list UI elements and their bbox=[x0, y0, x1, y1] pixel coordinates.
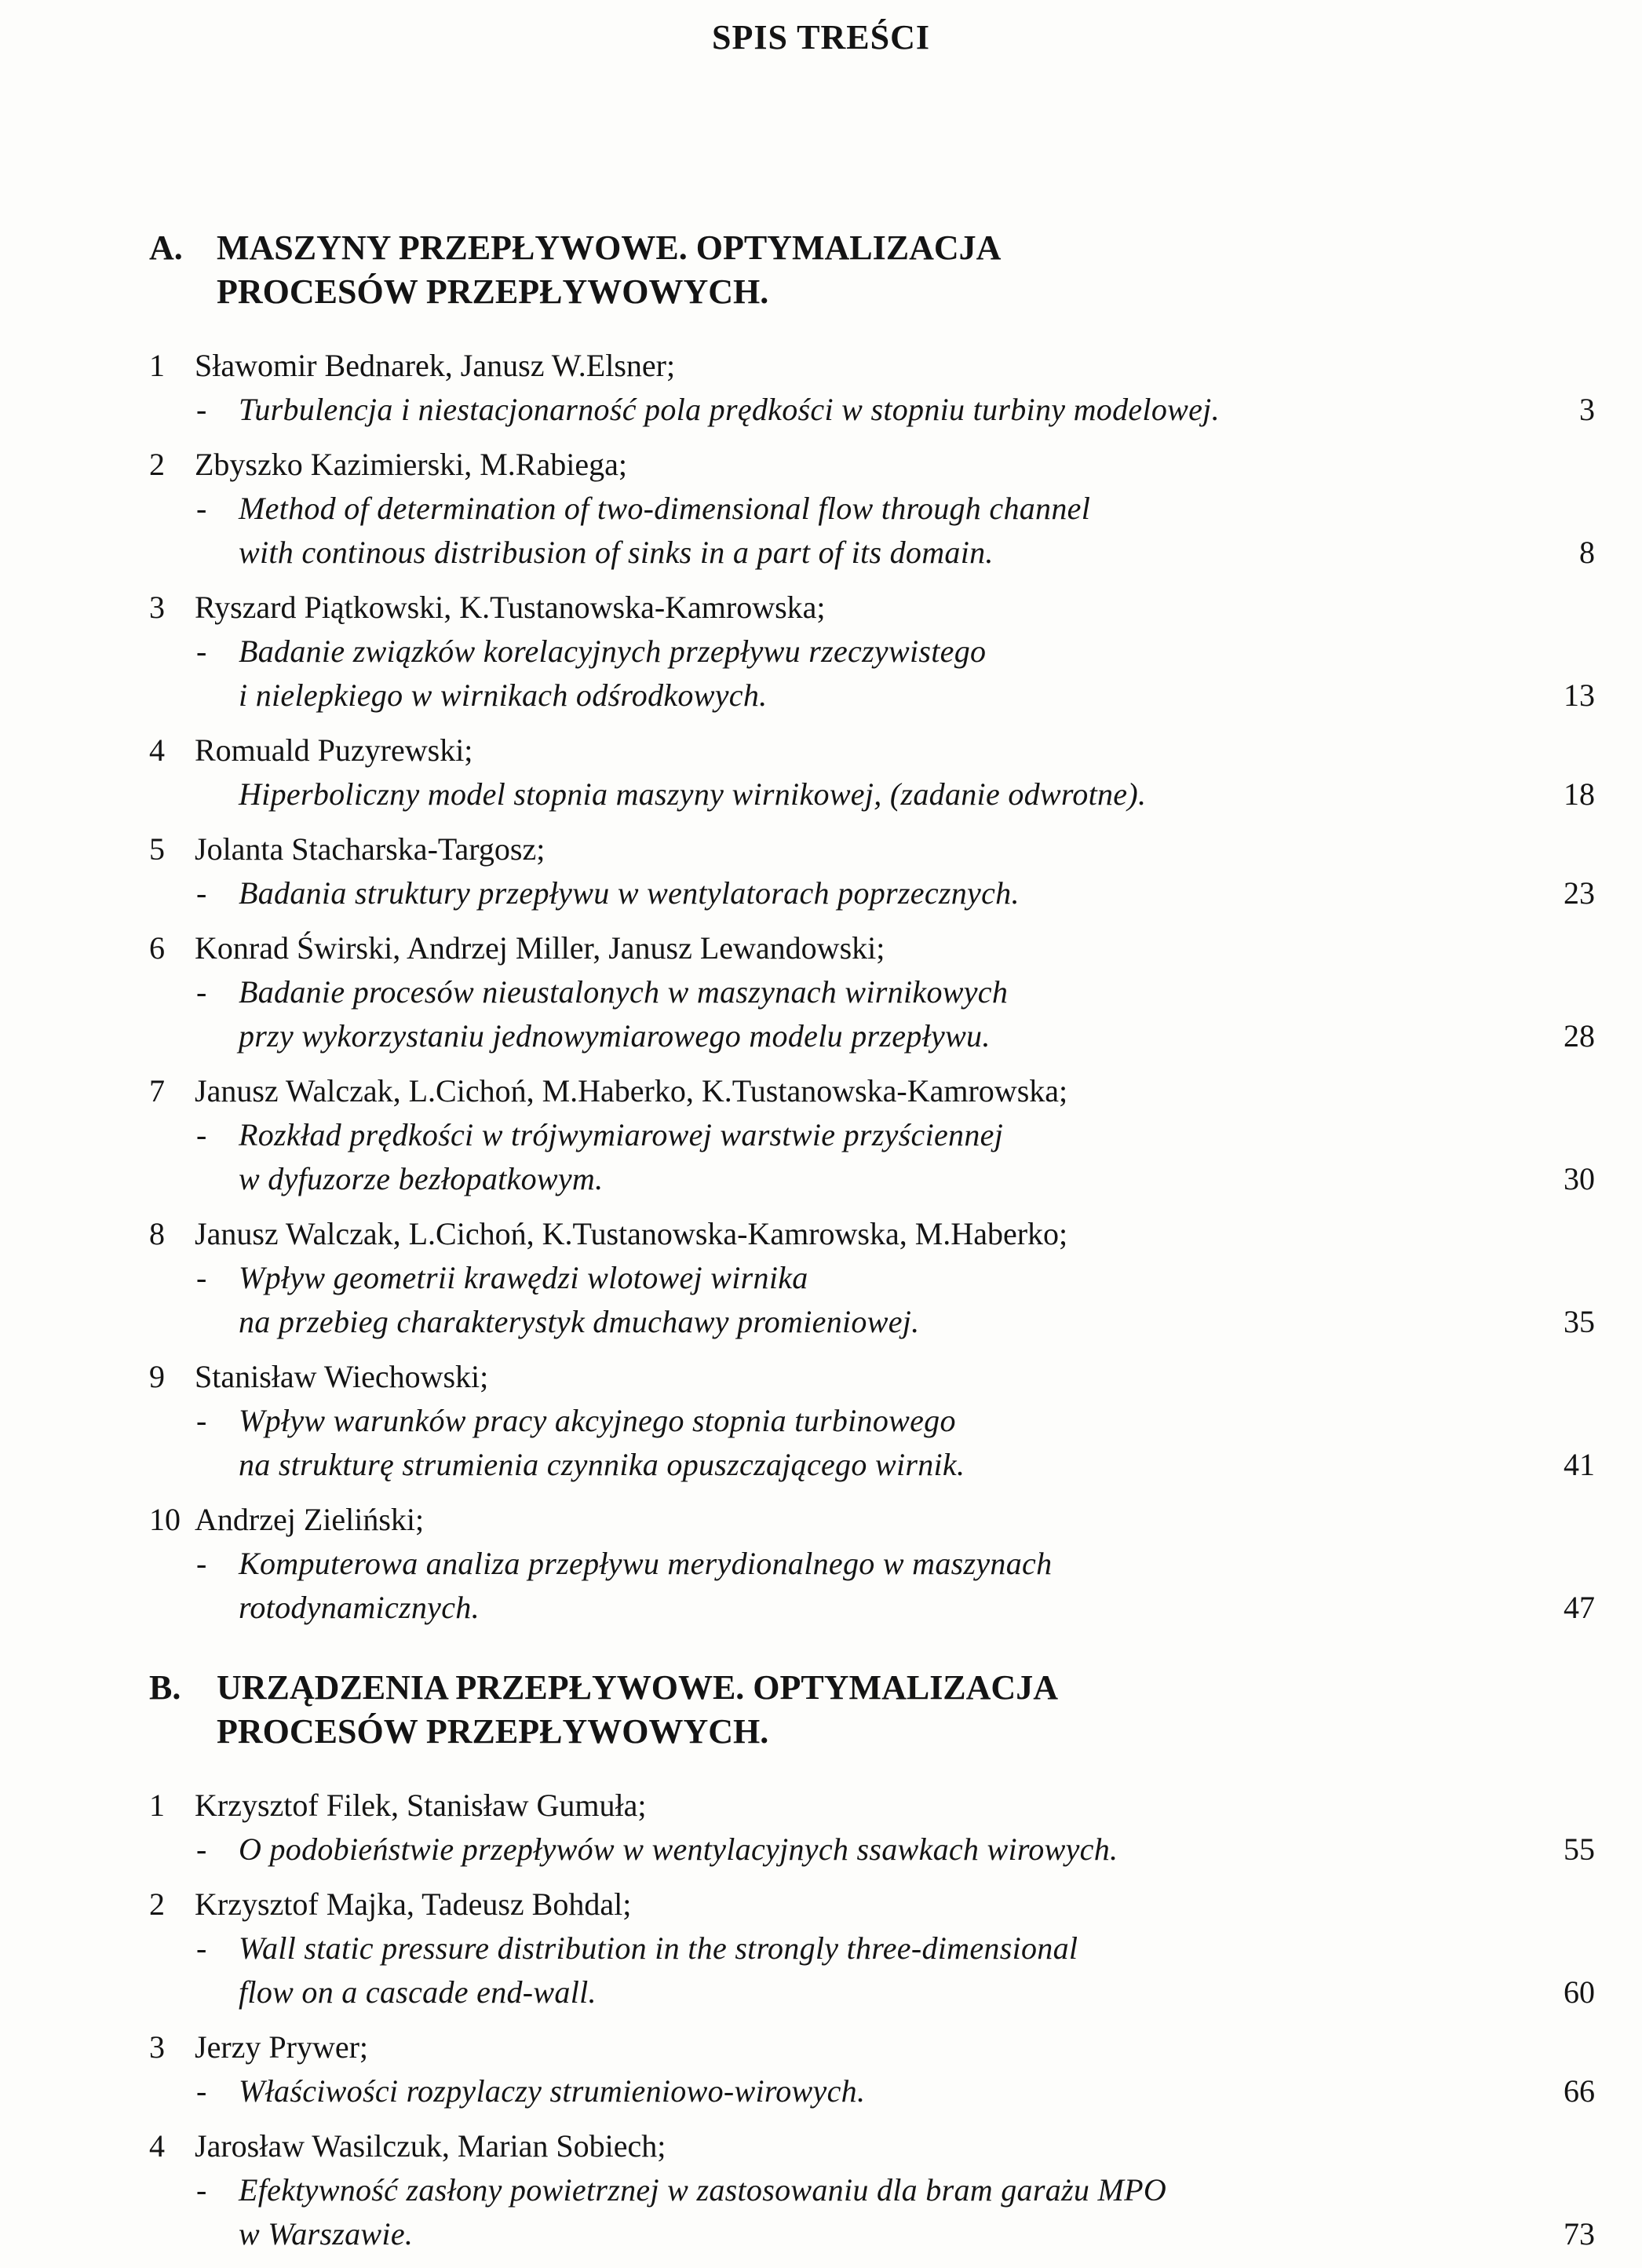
section-heading-line: PROCESÓW PRZEPŁYWOWYCH. bbox=[217, 1712, 769, 1751]
entry-title bbox=[195, 1113, 1609, 1201]
entry-dash: - bbox=[196, 1117, 207, 1152]
entry-title bbox=[195, 970, 1609, 1058]
entry-authors: Janusz Walczak, L.Cichoń, K.Tustanowska-Kamrowska, M.Haberko; bbox=[195, 1216, 1068, 1251]
entry-title-line: Wall static pressure distribution in the strongly three-dimensional bbox=[239, 1930, 1078, 1966]
entry-title bbox=[195, 388, 1609, 432]
entry-title-line: Rozkład prędkości w trójwymiarowej warstwie przyściennej bbox=[239, 1117, 1004, 1152]
entry-page-number: 13 bbox=[1564, 677, 1595, 713]
entry-page-number: 30 bbox=[1564, 1161, 1595, 1196]
entry-authors: Ryszard Piątkowski, K.Tustanowska-Kamrowska; bbox=[195, 590, 826, 625]
entry-title-line: flow on a cascade end-wall. bbox=[239, 1974, 597, 2010]
entry-title-line: w Warszawie. bbox=[239, 2216, 414, 2252]
toc-entry bbox=[149, 344, 1609, 432]
entry-title-line: rotodynamicznych. bbox=[239, 1590, 480, 1625]
toc-entry bbox=[149, 1883, 1609, 2014]
section-heading bbox=[149, 1666, 1609, 1754]
entry-title-line: Badania struktury przepływu w wentylatorach poprzecznych. bbox=[239, 875, 1020, 911]
section-heading-line: PROCESÓW PRZEPŁYWOWYCH. bbox=[217, 272, 769, 311]
entry-dash: - bbox=[196, 392, 207, 427]
entry-title-line: Method of determination of two-dimensional flow through channel bbox=[239, 491, 1091, 526]
entry-authors: Stanisław Wiechowski; bbox=[195, 1359, 489, 1394]
entry-title-line: przy wykorzystaniu jednowymiarowego modelu przepływu. bbox=[239, 1018, 991, 1054]
entry-title-line: na przebieg charakterystyk dmuchawy promieniowej. bbox=[239, 1304, 920, 1339]
section-heading bbox=[149, 226, 1609, 314]
entry-title bbox=[195, 487, 1609, 575]
entry-dash: - bbox=[196, 1832, 207, 1867]
entry-authors: Sławomir Bednarek, Janusz W.Elsner; bbox=[195, 348, 676, 383]
entry-page-number: 23 bbox=[1564, 875, 1595, 911]
entry-number: 7 bbox=[149, 1073, 165, 1108]
toc-entry bbox=[149, 729, 1609, 816]
entry-page-number: 66 bbox=[1564, 2073, 1595, 2109]
entry-title-line: O podobieństwie przepływów w wentylacyjnych ssawkach wirowych. bbox=[239, 1832, 1118, 1867]
entry-title-line: Właściwości rozpylaczy strumieniowo-wirowych. bbox=[239, 2073, 866, 2109]
entry-page-number: 8 bbox=[1579, 535, 1595, 570]
entry-number: 8 bbox=[149, 1216, 165, 1251]
entry-authors: Jarosław Wasilczuk, Marian Sobiech; bbox=[195, 2128, 666, 2164]
toc-entry bbox=[149, 1498, 1609, 1630]
entry-dash: - bbox=[196, 1546, 207, 1581]
entry-page-number: 28 bbox=[1564, 1018, 1595, 1054]
entry-title bbox=[195, 1542, 1609, 1630]
entry-authors: Krzysztof Filek, Stanisław Gumuła; bbox=[195, 1788, 647, 1823]
entry-number: 1 bbox=[149, 1788, 165, 1823]
entry-authors: Konrad Świrski, Andrzej Miller, Janusz Lewandowski; bbox=[195, 930, 885, 966]
entry-dash: - bbox=[196, 491, 207, 526]
entry-dash: - bbox=[196, 974, 207, 1010]
entry-number: 9 bbox=[149, 1359, 165, 1394]
entry-title-line: Badanie procesów nieustalonych w maszynach wirnikowych bbox=[239, 974, 1009, 1010]
toc-entry bbox=[149, 443, 1609, 575]
entry-title bbox=[195, 1828, 1609, 1872]
entry-page-number: 60 bbox=[1564, 1974, 1595, 2010]
entry-title-line: Wpływ geometrii krawędzi wlotowej wirnika bbox=[239, 1260, 808, 1295]
entry-title bbox=[195, 630, 1609, 718]
toc-entry bbox=[149, 1355, 1609, 1487]
toc-entry bbox=[149, 586, 1609, 718]
entry-title bbox=[195, 1399, 1609, 1487]
entry-title-line: na strukturę strumienia czynnika opuszczającego wirnik. bbox=[239, 1447, 965, 1482]
entry-title-line: Hiperboliczny model stopnia maszyny wirnikowej, (zadanie odwrotne). bbox=[239, 776, 1147, 812]
entry-page-number: 41 bbox=[1564, 1447, 1595, 1482]
entry-title-line: Turbulencja i niestacjonarność pola prędkości w stopniu turbiny modelowej. bbox=[239, 392, 1220, 427]
entry-title bbox=[195, 2069, 1609, 2113]
section-b bbox=[149, 1666, 1609, 2267]
entry-title-line: Wpływ warunków pracy akcyjnego stopnia turbinowego bbox=[239, 1403, 956, 1438]
toc-entry bbox=[149, 827, 1609, 915]
entry-authors: Krzysztof Majka, Tadeusz Bohdal; bbox=[195, 1886, 632, 1922]
entry-number: 3 bbox=[149, 590, 165, 625]
entry-number: 1 bbox=[149, 348, 165, 383]
entry-title-line: w dyfuzorze bezłopatkowym. bbox=[239, 1161, 604, 1196]
entry-authors: Romuald Puzyrewski; bbox=[195, 732, 473, 768]
entry-number: 2 bbox=[149, 447, 165, 482]
entry-dash: - bbox=[196, 634, 207, 669]
toc-entry bbox=[149, 1212, 1609, 1344]
entry-authors: Jerzy Prywer; bbox=[195, 2029, 369, 2065]
entry-list bbox=[149, 1784, 1609, 2256]
entry-title-line: with continous distribusion of sinks in a part of its domain. bbox=[239, 535, 994, 570]
entry-page-number: 73 bbox=[1564, 2216, 1595, 2252]
entry-number: 4 bbox=[149, 732, 165, 768]
section-heading-line: URZĄDZENIA PRZEPŁYWOWE. OPTYMALIZACJA bbox=[217, 1668, 1058, 1707]
page-title: SPIS TREŚCI bbox=[712, 18, 930, 57]
entry-list bbox=[149, 344, 1609, 1630]
entry-dash: - bbox=[196, 1260, 207, 1295]
entry-title-line: Efektywność zasłony powietrznej w zastosowaniu dla bram garażu MPO bbox=[239, 2172, 1167, 2208]
section-letter: A. bbox=[149, 228, 183, 267]
entry-number: 2 bbox=[149, 1886, 165, 1922]
entry-dash: - bbox=[196, 1930, 207, 1966]
entry-number: 6 bbox=[149, 930, 165, 966]
entry-page-number: 47 bbox=[1564, 1590, 1595, 1625]
entry-page-number: 35 bbox=[1564, 1304, 1595, 1339]
toc-entry bbox=[149, 926, 1609, 1058]
entry-title bbox=[195, 2168, 1609, 2256]
toc-entry bbox=[149, 2025, 1609, 2113]
entry-authors: Andrzej Zieliński; bbox=[195, 1502, 425, 1537]
entry-page-number: 18 bbox=[1564, 776, 1595, 812]
section-heading-line: MASZYNY PRZEPŁYWOWE. OPTYMALIZACJA bbox=[217, 228, 1002, 267]
entry-number: 4 bbox=[149, 2128, 165, 2164]
entry-authors: Zbyszko Kazimierski, M.Rabiega; bbox=[195, 447, 627, 482]
toc-entry bbox=[149, 1784, 1609, 1872]
entry-title-line: i nielepkiego w wirnikach odśrodkowych. bbox=[239, 677, 768, 713]
entry-authors: Janusz Walczak, L.Cichoń, M.Haberko, K.Tustanowska-Kamrowska; bbox=[195, 1073, 1068, 1108]
entry-title-line: Badanie związków korelacyjnych przepływu rzeczywistego bbox=[239, 634, 987, 669]
entry-title bbox=[195, 1256, 1609, 1344]
entry-title-line: Komputerowa analiza przepływu merydionalnego w maszynach bbox=[239, 1546, 1053, 1581]
entry-number: 3 bbox=[149, 2029, 165, 2065]
entry-title bbox=[195, 1927, 1609, 2014]
entry-title bbox=[195, 772, 1609, 816]
toc-entry bbox=[149, 1069, 1609, 1201]
section-letter: B. bbox=[149, 1668, 181, 1707]
entry-dash: - bbox=[196, 1403, 207, 1438]
entry-title bbox=[195, 871, 1609, 915]
entry-authors: Jolanta Stacharska-Targosz; bbox=[195, 831, 546, 867]
entry-number: 5 bbox=[149, 831, 165, 867]
entry-number: 10 bbox=[149, 1502, 181, 1537]
section-a bbox=[149, 226, 1609, 1641]
entry-dash: - bbox=[196, 2172, 207, 2208]
entry-dash: - bbox=[196, 2073, 207, 2109]
entry-page-number: 3 bbox=[1579, 392, 1595, 427]
entry-page-number: 55 bbox=[1564, 1832, 1595, 1867]
toc-entry bbox=[149, 2124, 1609, 2256]
entry-dash: - bbox=[196, 875, 207, 911]
